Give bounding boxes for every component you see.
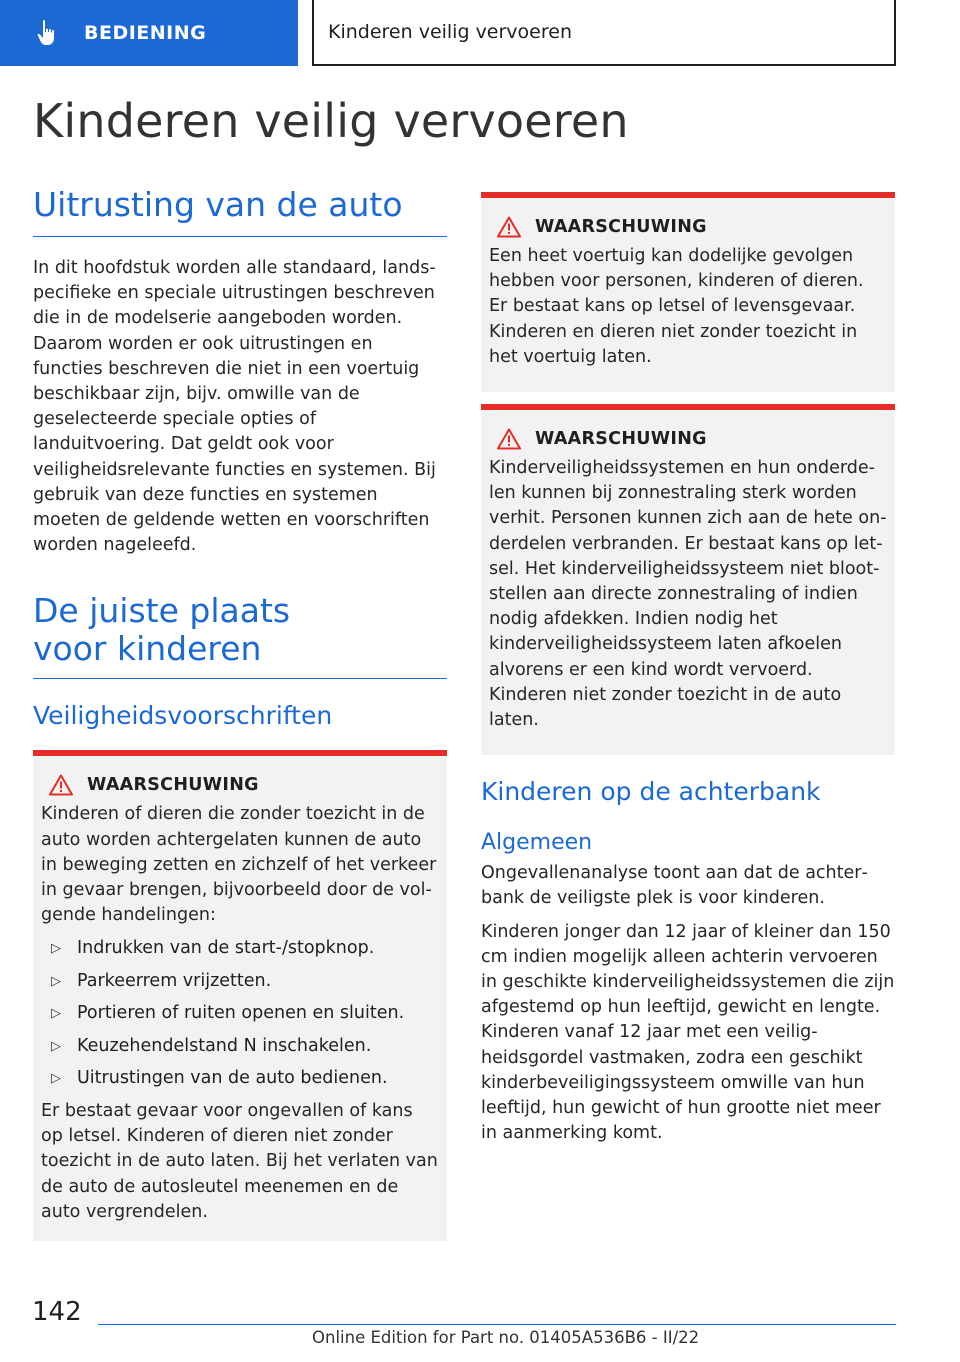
list-item: ▷ Keuzehendelstand N inschakelen. bbox=[41, 1034, 439, 1059]
hand-pointer-icon bbox=[36, 18, 66, 48]
triangle-bullet-icon: ▷ bbox=[51, 1071, 61, 1087]
header-chapter-label: Kinderen veilig vervoeren bbox=[328, 21, 572, 43]
warning-label: WAARSCHUWING bbox=[535, 429, 707, 450]
warning-bullet-list bbox=[41, 936, 439, 1091]
warning-header bbox=[497, 216, 887, 238]
footer-edition: Online Edition for Part no. 01405A536B6 - II/22 bbox=[312, 1328, 700, 1347]
warning-box-unattended bbox=[33, 750, 447, 1241]
page-title: Kinderen veilig vervoeren bbox=[33, 94, 629, 148]
warning-box-hot-vehicle bbox=[481, 192, 895, 392]
warning-header bbox=[49, 774, 439, 796]
heading-safety-rules: Veiligheidsvoorschriften bbox=[33, 701, 333, 731]
footer-rule bbox=[98, 1324, 896, 1325]
warning-triangle-icon bbox=[497, 428, 521, 450]
right-column bbox=[481, 192, 895, 1146]
warning-text: Een heet voertuig kan dodelijke gevolgen hebben voor personen, kinderen of dieren. Er bestaat kans op letsel of levensgevaar. Kinderen en dieren niet zonder toezicht in het voertuig laten. bbox=[489, 246, 864, 367]
triangle-bullet-icon: ▷ bbox=[51, 1006, 61, 1022]
paragraph-accident-analysis: Ongevallenanalyse toont aan dat de achterbank de veiligste plek is voor kinderen. bbox=[481, 863, 868, 909]
warning-triangle-icon bbox=[49, 774, 73, 796]
list-item: ▷ Parkeerrem vrijzetten. bbox=[41, 969, 439, 994]
heading-backseat: Kinderen op de achterbank bbox=[481, 777, 821, 807]
list-item: ▷ Indrukken van de start-/stopknop. bbox=[41, 936, 439, 961]
list-item: ▷ Uitrustingen van de auto bedienen. bbox=[41, 1066, 439, 1091]
warning-header bbox=[497, 428, 887, 450]
heading-general: Algemeen bbox=[481, 830, 593, 856]
heading-right-place: De juiste plaats voor kinderen bbox=[33, 591, 291, 669]
header-chapter-box bbox=[312, 0, 896, 66]
left-column bbox=[33, 186, 447, 1241]
page-number: 142 bbox=[32, 1297, 82, 1327]
header-section-label: BEDIENING bbox=[84, 22, 207, 44]
header-section-tab bbox=[0, 0, 298, 66]
triangle-bullet-icon: ▷ bbox=[51, 973, 61, 989]
triangle-bullet-icon: ▷ bbox=[51, 941, 61, 957]
warning-text: Kinderen of dieren die zonder toezicht in de auto worden achtergelaten kunnen de auto in beweging zetten en zichzelf of het verkeer in gevaar brengen, bijvoorbeeld door de volgende handelingen: bbox=[41, 804, 437, 926]
heading-right-place-rule bbox=[33, 678, 447, 679]
triangle-bullet-icon: ▷ bbox=[51, 1038, 61, 1054]
heading-equipment: Uitrusting van de auto bbox=[33, 186, 447, 237]
paragraph-children-age: Kinderen jonger dan 12 jaar of kleiner dan 150 cm indien mogelijk alleen achterin vervoeren in geschikte kinderveiligheidssystemen die zijn afgestemd op hun leeftijd, gewicht en lengte. Kinderen vanaf 12 jaar met een veiligheidsgordel vastmaken, zodra een geschikt kinderbeveiligingssysteem omwille van hun leeftijd, hun gewicht of hun grootte niet meer in aanmerking komt. bbox=[481, 921, 895, 1144]
warning-triangle-icon bbox=[497, 216, 521, 238]
warning-label: WAARSCHUWING bbox=[535, 217, 707, 237]
list-item: ▷ Portieren of ruiten openen en sluiten. bbox=[41, 1001, 439, 1026]
warning-closing-text: Er bestaat gevaar voor ongevallen of kans op letsel. Kinderen of dieren niet zonder toezicht in de auto laten. Bij het verlaten van de auto de autosleutel meenemen en de auto vergrendelen. bbox=[41, 1100, 438, 1222]
warning-text: Kinderveiligheidssystemen en hun onderdelen kunnen bij zonnestraling sterk worden verhit. Personen kunnen zich aan de hete onderdelen verbranden. Er bestaat kans op letsel. Het kinderveiligheidssysteem niet blootstellen aan directe zonnestraling of indien nodig afdekken. Indien nodig het kinderveiligheidssysteem laten afkoelen alvorens er een kind wordt vervoerd. Kinderen niet zonder toezicht in de auto laten. bbox=[489, 458, 887, 731]
warning-box-hot-seat bbox=[481, 404, 895, 755]
paragraph-equipment: In dit hoofdstuk worden alle standaard, landspecifieke en speciale uitrustingen beschreven die in de modelserie aangeboden worden. Daarom worden er ook uitrustingen en functies beschreven die niet in een voertuig beschikbaar zijn, bijv. omwille van de geselecteerde speciale opties of landuitvoering. Dat geldt ook voor veiligheidsrelevante functies en systemen. Bij gebruik van deze functies en systemen moeten de geldende wetten en voorschriften worden nageleefd. bbox=[33, 258, 436, 556]
warning-label: WAARSCHUWING bbox=[87, 775, 259, 796]
